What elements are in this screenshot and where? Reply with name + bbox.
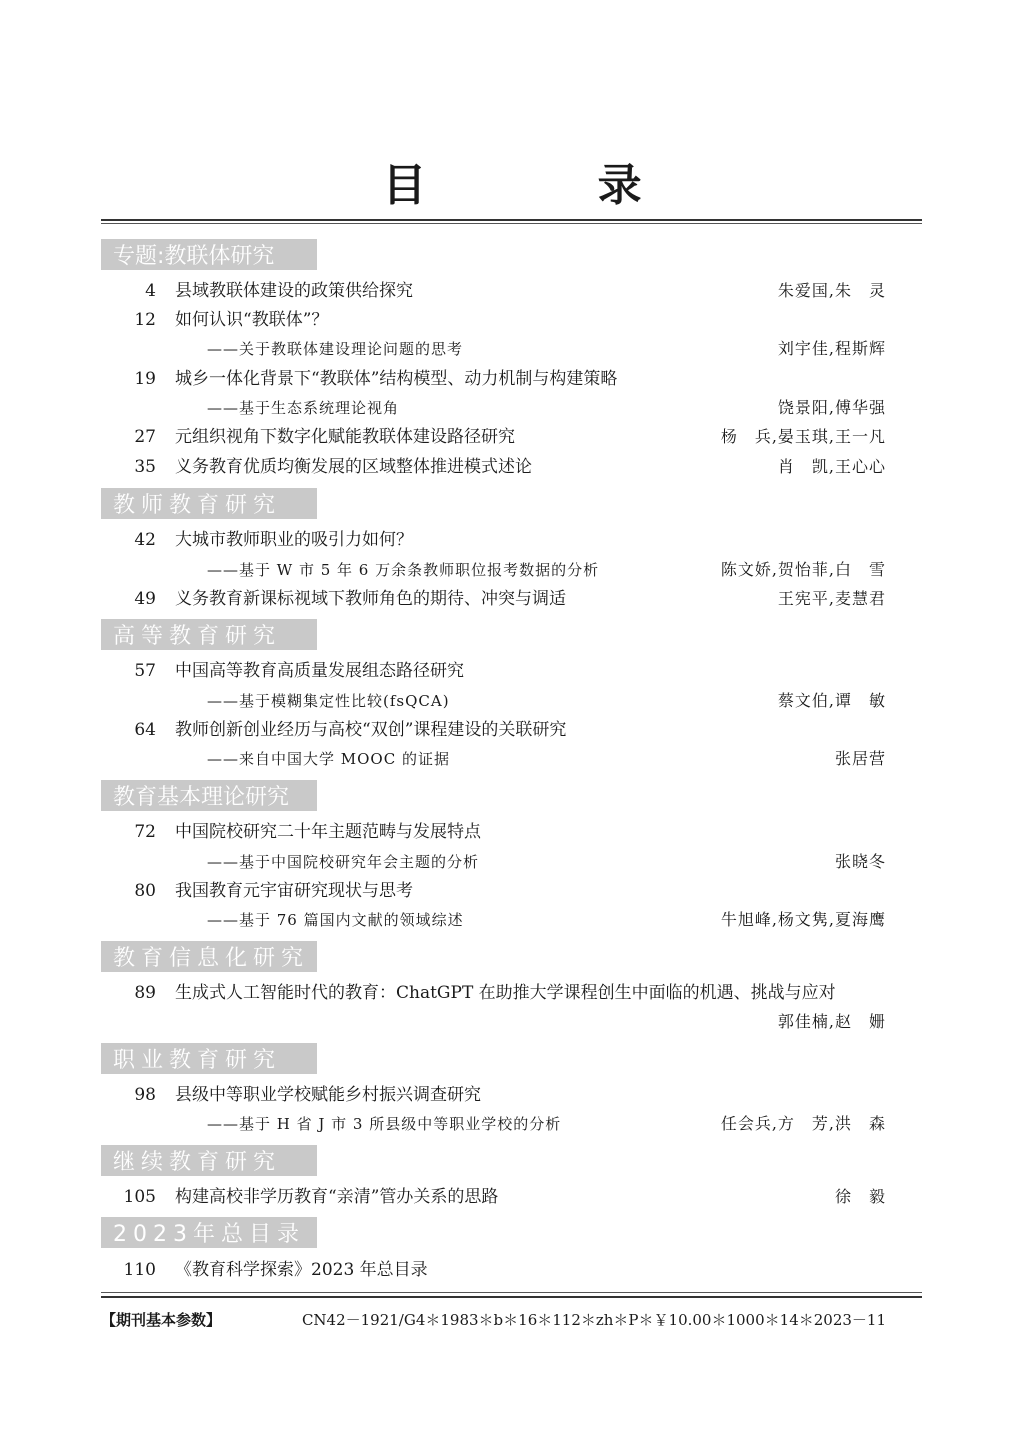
page-number: 57 bbox=[134, 661, 156, 681]
section-header bbox=[101, 1043, 317, 1074]
title-rule-thick bbox=[101, 219, 922, 221]
article-title: 教师创新创业经历与高校“双创”课程建设的关联研究 bbox=[175, 720, 567, 740]
page-number: 89 bbox=[134, 983, 156, 1003]
toc-entry-subline bbox=[101, 849, 886, 875]
section-header bbox=[101, 780, 317, 811]
page-number: 27 bbox=[134, 427, 156, 447]
section-label: 高等教育研究 bbox=[113, 624, 282, 649]
article-subtitle: ——基于模糊集定性比较(fsQCA) bbox=[207, 692, 450, 710]
page-number: 4 bbox=[145, 281, 156, 301]
authors: 王宪平,麦慧君 bbox=[777, 589, 886, 608]
section-header bbox=[101, 239, 317, 270]
toc-entry[interactable] bbox=[101, 658, 886, 684]
authors: 朱爱国,朱 灵 bbox=[777, 281, 886, 300]
page-number: 110 bbox=[123, 1260, 156, 1280]
article-title: 义务教育优质均衡发展的区域整体推进模式述论 bbox=[175, 457, 532, 477]
toc-entry-subline bbox=[101, 1009, 886, 1035]
section-label: 教育信息化研究 bbox=[113, 946, 310, 971]
toc-entry[interactable] bbox=[101, 1257, 886, 1283]
article-title: 中国院校研究二十年主题范畴与发展特点 bbox=[175, 822, 481, 842]
section-label: 2023年总目录 bbox=[113, 1222, 305, 1247]
toc-entry[interactable] bbox=[101, 1082, 886, 1108]
section-label: 职业教育研究 bbox=[113, 1048, 282, 1073]
authors: 饶景阳,傅华强 bbox=[777, 398, 886, 417]
authors: 肖 凯,王心心 bbox=[777, 457, 886, 476]
section-header bbox=[101, 1217, 317, 1248]
toc-entry-subline bbox=[101, 395, 886, 421]
section-header bbox=[101, 941, 317, 972]
page-number: 98 bbox=[134, 1085, 156, 1105]
page-number: 64 bbox=[134, 720, 156, 740]
article-subtitle: ——来自中国大学 MOOC 的证据 bbox=[207, 750, 450, 768]
toc-entry-subline bbox=[101, 688, 886, 714]
toc-entry[interactable] bbox=[101, 307, 886, 333]
title-rule-thin bbox=[101, 223, 922, 224]
page-number: 35 bbox=[134, 457, 156, 477]
authors: 任会兵,方 芳,洪 森 bbox=[720, 1114, 886, 1133]
section-label: 教师教育研究 bbox=[113, 493, 282, 518]
page-number: 80 bbox=[134, 881, 156, 901]
article-title: 生成式人工智能时代的教育：ChatGPT 在助推大学课程创生中面临的机遇、挑战与应对 bbox=[175, 983, 836, 1003]
article-title: 我国教育元宇宙研究现状与思考 bbox=[175, 881, 413, 901]
page-number: 72 bbox=[134, 822, 156, 842]
toc-entry-subline bbox=[101, 336, 886, 362]
page-number: 12 bbox=[134, 310, 156, 330]
footer-rule-thin bbox=[101, 1292, 922, 1293]
footer-value: CN42－1921/G4＊1983＊b＊16＊112＊zh＊P＊￥10.00＊1000＊14＊2023－11 bbox=[301, 1311, 886, 1329]
page-number: 105 bbox=[123, 1187, 156, 1207]
article-title: 县级中等职业学校赋能乡村振兴调查研究 bbox=[175, 1085, 481, 1105]
toc-entry[interactable] bbox=[101, 454, 886, 480]
toc-entry-subline bbox=[101, 1111, 886, 1137]
page-number: 42 bbox=[134, 530, 156, 550]
authors: 张居营 bbox=[834, 749, 886, 768]
journal-parameters bbox=[101, 1307, 886, 1333]
toc-entry-subline bbox=[101, 746, 886, 772]
article-title: 如何认识“教联体”？ bbox=[175, 310, 329, 330]
toc-entry[interactable] bbox=[101, 586, 886, 612]
article-subtitle: ——基于 H 省 J 市 3 所县级中等职业学校的分析 bbox=[207, 1115, 562, 1133]
article-title: 《教育科学探索》2023 年总目录 bbox=[175, 1260, 428, 1280]
toc-entry[interactable] bbox=[101, 819, 886, 845]
toc-entry[interactable] bbox=[101, 717, 886, 743]
authors: 张晓冬 bbox=[834, 852, 886, 871]
authors: 杨 兵,晏玉琪,王一凡 bbox=[720, 427, 886, 446]
article-subtitle: ——基于生态系统理论视角 bbox=[207, 399, 400, 417]
toc-entry[interactable] bbox=[101, 1184, 886, 1210]
toc-entry-subline bbox=[101, 557, 886, 583]
authors: 刘宇佳,程斯辉 bbox=[777, 339, 886, 358]
toc-entry[interactable] bbox=[101, 424, 886, 450]
toc-entry[interactable] bbox=[101, 278, 886, 304]
article-title: 城乡一体化背景下“教联体”结构模型、动力机制与构建策略 bbox=[175, 369, 618, 389]
section-label: 教育基本理论研究 bbox=[113, 785, 290, 810]
article-subtitle: ——基于 76 篇国内文献的领域综述 bbox=[207, 911, 464, 929]
authors: 郭佳楠,赵 姗 bbox=[777, 1012, 886, 1031]
article-subtitle: ——基于中国院校研究年会主题的分析 bbox=[207, 853, 480, 871]
article-title: 元组织视角下数字化赋能教联体建设路径研究 bbox=[175, 427, 515, 447]
authors: 陈文娇,贺怡菲,白 雪 bbox=[720, 560, 886, 579]
article-subtitle: ——关于教联体建设理论问题的思考 bbox=[207, 340, 464, 358]
authors: 牛旭峰,杨文隽,夏海鹰 bbox=[720, 910, 886, 929]
footer-rule-thick bbox=[101, 1296, 922, 1298]
authors: 蔡文伯,谭 敏 bbox=[777, 691, 886, 710]
toc-entry[interactable] bbox=[101, 980, 886, 1006]
article-title: 县域教联体建设的政策供给探究 bbox=[175, 281, 413, 301]
toc-entry[interactable] bbox=[101, 366, 886, 392]
article-title: 中国高等教育高质量发展组态路径研究 bbox=[175, 661, 464, 681]
article-title: 大城市教师职业的吸引力如何？ bbox=[175, 530, 413, 550]
toc-entry-subline bbox=[101, 907, 886, 933]
section-header bbox=[101, 488, 317, 519]
page-number: 19 bbox=[134, 369, 156, 389]
toc-entry[interactable] bbox=[101, 878, 886, 904]
toc-entry[interactable] bbox=[101, 527, 886, 553]
article-title: 义务教育新课标视域下教师角色的期待、冲突与调适 bbox=[175, 589, 566, 609]
section-header bbox=[101, 619, 317, 650]
page-title: 目 录 bbox=[382, 160, 720, 211]
footer-label: 【期刊基本参数】 bbox=[101, 1311, 222, 1329]
page-number: 49 bbox=[134, 589, 156, 609]
article-title: 构建高校非学历教育“亲清”管办关系的思路 bbox=[175, 1187, 499, 1207]
section-header bbox=[101, 1145, 317, 1176]
section-label: 专题:教联体研究 bbox=[113, 244, 275, 269]
article-subtitle: ——基于 W 市 5 年 6 万余条教师职位报考数据的分析 bbox=[207, 561, 600, 579]
authors: 徐 毅 bbox=[834, 1187, 886, 1206]
section-label: 继续教育研究 bbox=[113, 1150, 282, 1175]
